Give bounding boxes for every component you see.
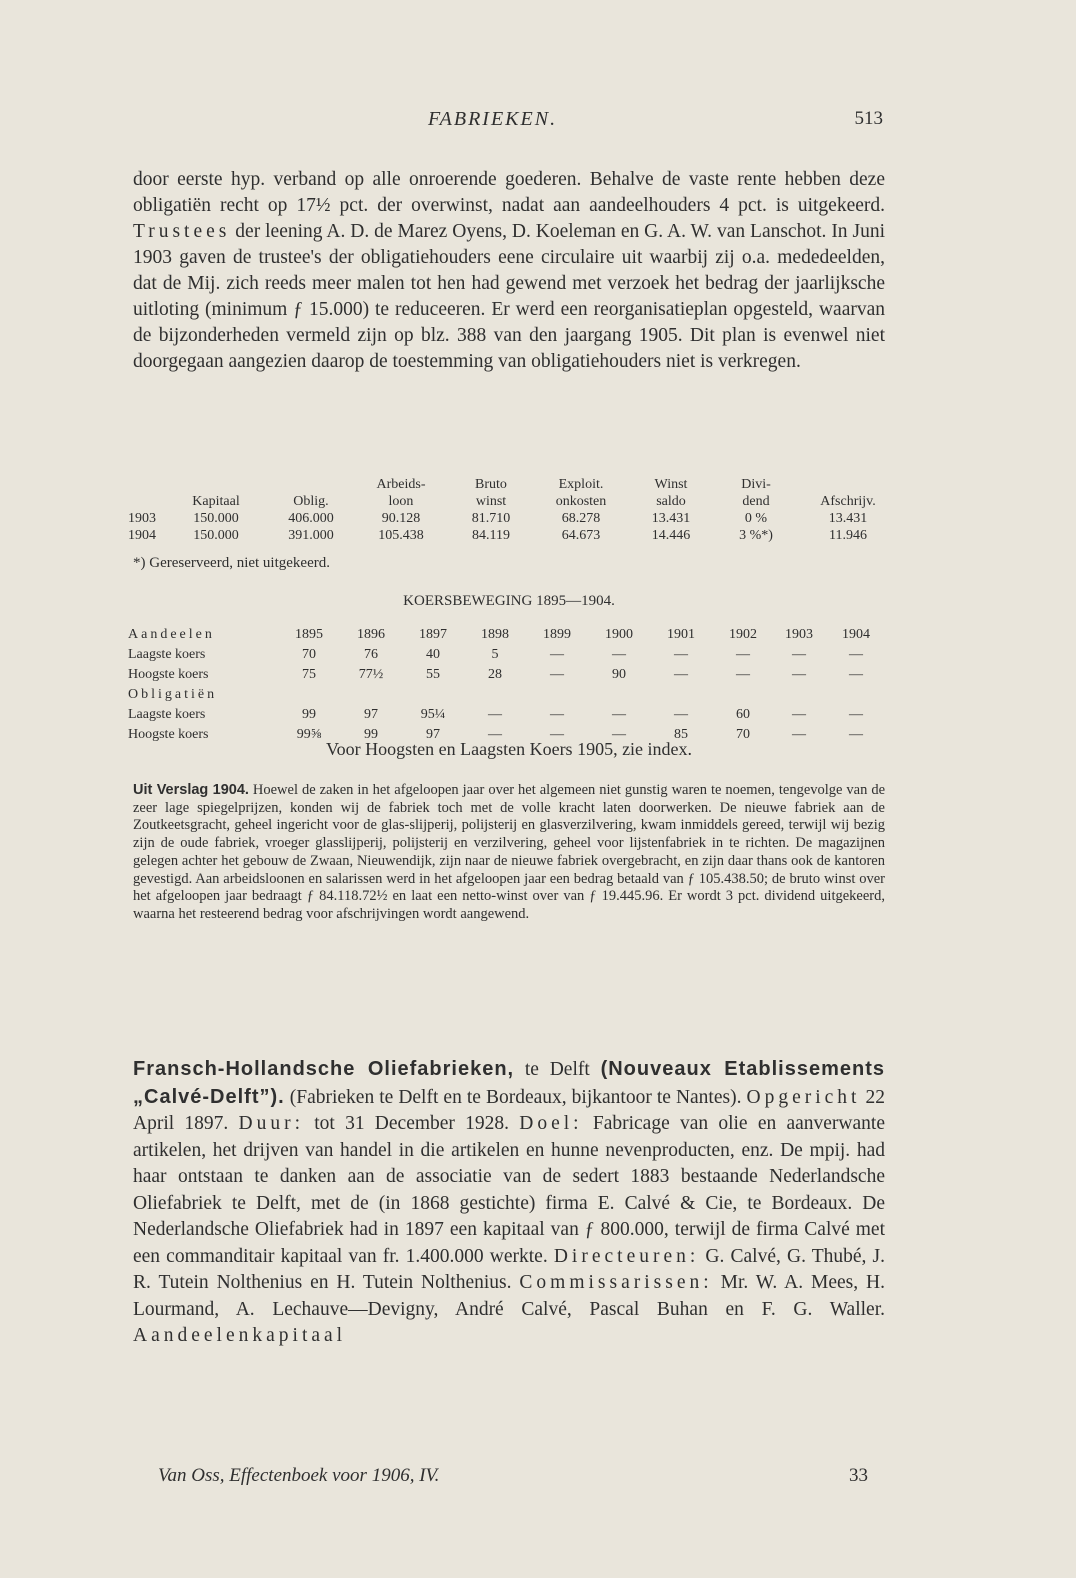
table-cell: 77½ [358, 667, 384, 682]
table-cell: 75 [302, 667, 316, 682]
table-cell: — [674, 667, 688, 682]
table-cell: — [792, 707, 806, 722]
verslag-paragraph [133, 782, 885, 924]
table-footnote: *) Gereserveerd, niet uitgekeerd. [133, 555, 330, 571]
table-cell: — [849, 707, 863, 722]
table-cell: — [792, 647, 806, 662]
opgericht-label: Opgericht [746, 1086, 861, 1108]
table-cell: 150.000 [193, 527, 239, 543]
table-cell: 85 [674, 727, 688, 742]
year-header: 1900 [605, 627, 633, 642]
row-label: Hoogste koers [128, 667, 209, 682]
year-header: 1904 [842, 627, 870, 642]
table-cell: — [612, 707, 626, 722]
table-cell: 99⅝ [296, 727, 322, 742]
table-cell: 76 [364, 647, 378, 662]
verslag-text: Hoewel de zaken in het afgeloopen jaar over het algemeen niet gunstig waren te noemen, tengevolge van de zeer lage spiegelprijzen, konden wij de fabriek toch met de volle kracht laten doorwerken. De nieuwe fabriek aan de Zoutkeetsgracht, geheel ingericht voor de glas-slijperij, polijsterij en glasverzilvering, kwam inmiddels gereed, terwijl wij bezig zijn de oude fabriek, vroeger glasslijperij, polijsterij en verzilvering, geheel voor lijstenfabriek in te richten. De magazijnen gelegen achter het gebouw de Zwaan, Nieuwendijk, zijn naar de nieuwe fabriek overgebracht, en zijn daar thans ook de kantoren gevestigd. Aan arbeidsloonen en salarissen werd in het afgeloopen jaar een bedrag betaald van ƒ 105.438.50; de bruto winst over het afgeloopen jaar bedraagt ƒ 84.118.72½ en laat een netto-winst over van ƒ 19.445.96. Er wordt 3 pct. dividend uitgekeerd, waarna het resteerend bedrag voor afschrijvingen wordt aangewend. [133, 782, 886, 922]
doel-label: Doel: [519, 1113, 583, 1134]
table-cell: 14.446 [651, 527, 691, 543]
table-row [128, 705, 888, 725]
table-cell: — [849, 727, 863, 742]
year-header: 1902 [729, 627, 757, 642]
header-cell: Arbeids- [376, 476, 426, 492]
header-cell: Winst [654, 476, 688, 492]
table-cell: 105.438 [378, 527, 424, 543]
company-location: te Delft [514, 1059, 601, 1080]
table-cell: — [550, 647, 564, 662]
kapitaal-label: Aandeelenkapitaal [133, 1325, 347, 1346]
table-cell: 0 % [744, 510, 768, 526]
table-cell: 40 [426, 647, 440, 662]
table-cell: 84.119 [472, 527, 510, 543]
year-header: 1896 [357, 627, 385, 642]
row-label: Laagste koers [128, 647, 206, 662]
commissarissen-label: Commissarissen: [519, 1272, 713, 1293]
header-cell: Oblig. [293, 493, 329, 509]
financial-header-row-1 [128, 476, 900, 493]
intro-text-1: door eerste hyp. verband op alle onroerende goederen. Behalve de vaste rente hebben deze obligatiën recht op 17½ pct. der overwinst, nadat aan aandeelhouders 4 pct. is uitgekeerd. [133, 169, 885, 216]
table-cell: 99 [302, 707, 316, 722]
obligatien-header-row [128, 685, 888, 705]
table-cell: 70 [736, 727, 750, 742]
header-cell: loon [388, 493, 414, 509]
table-cell: — [736, 667, 750, 682]
table-cell: 95¼ [420, 707, 446, 722]
page-number: 513 [854, 108, 883, 129]
header-cell: onkosten [555, 493, 607, 509]
row-label: Laagste koers [128, 707, 206, 722]
table-cell: — [849, 667, 863, 682]
table-cell: — [792, 667, 806, 682]
page-header [133, 108, 883, 138]
table-row [128, 510, 900, 527]
table-cell: — [612, 727, 626, 742]
running-title: FABRIEKEN. [428, 108, 558, 130]
year-cell: 1903 [128, 510, 156, 526]
intro-text-2: der leening A. D. de Marez Oyens, D. Koeleman en G. A. W. van Lanschot. In Juni 1903 gaven de trustee's der obligatiehouders eene circulaire uit waarbij zij o.a. mededeelden, dat de Mij. zich reeds meer malen tot hen had gewend met verzoek het bedrag der jaarlijksche uitloting (minimum ƒ 15.000) te reduceeren. Er werd een reorganisatieplan opgesteld, waarvan de bijzonderheden vermeld zijn op blz. 388 van den jaargang 1905. Dit plan is evenwel niet doorgegaan aangezien daarop de toestemming van obligatiehouders niet is verkregen. [133, 221, 885, 372]
table-cell: 60 [736, 707, 750, 722]
year-header: 1901 [667, 627, 695, 642]
row-label: Hoogste koers [128, 727, 209, 742]
table-cell: — [849, 647, 863, 662]
table-cell: 13.431 [651, 510, 691, 526]
trustees-label: Trustees [133, 221, 231, 242]
year-header: 1903 [785, 627, 813, 642]
table-cell: 97 [426, 727, 440, 742]
header-cell: winst [475, 493, 507, 509]
financial-table [128, 476, 900, 544]
footer-text: Van Oss, Effectenboek voor 1906, IV. [158, 1465, 440, 1486]
header-cell: Bruto [475, 476, 507, 492]
header-cell: Divi- [741, 476, 771, 492]
table-cell: — [550, 667, 564, 682]
table-cell: 391.000 [288, 527, 334, 543]
directeuren-label: Directeuren: [553, 1245, 700, 1267]
table-cell: 406.000 [288, 510, 334, 526]
table-cell: 150.000 [193, 510, 239, 526]
koers-table [128, 625, 888, 745]
table-row [128, 645, 888, 665]
company-name: Fransch-Hollandsche Oliefabrieken, [133, 1058, 515, 1080]
table-cell: 55 [426, 667, 440, 682]
table-cell: — [488, 727, 502, 742]
company-text-2: 22 April 1897. [133, 1086, 885, 1134]
intro-paragraph [133, 167, 885, 375]
table-cell: 90.128 [381, 510, 421, 526]
table-cell: 5 [491, 647, 499, 662]
header-cell: Afschrijv. [820, 493, 876, 509]
company-name-2: (Nouveaux Etablissements „Calvé-Delft”). [133, 1058, 886, 1108]
table-cell: — [488, 707, 502, 722]
table-cell: 64.673 [561, 527, 601, 543]
table-cell: — [612, 647, 626, 662]
table-cell: 97 [364, 707, 378, 722]
company-text-6: Mr. W. A. Mees, H. Lourmand, A. Lechauve—Devigny, André Calvé, Pascal Buhan en F. G. Waller. [133, 1272, 885, 1320]
year-header: 1897 [419, 627, 447, 642]
koers-header-row [128, 625, 888, 645]
table-cell: — [550, 727, 564, 742]
page-footer [158, 1465, 868, 1487]
table-row [128, 665, 888, 685]
company-text-3: tot 31 December 1928. [304, 1113, 520, 1134]
table-cell: 70 [302, 647, 316, 662]
table-cell: 11.946 [829, 527, 867, 543]
obligatien-label: Obligatiën [128, 687, 218, 702]
header-cell: Exploit. [558, 476, 604, 492]
year-header: 1895 [295, 627, 323, 642]
footer-number: 33 [849, 1465, 868, 1486]
table-cell: 68.278 [561, 510, 601, 526]
table-cell: — [550, 707, 564, 722]
table-cell: — [792, 727, 806, 742]
company-text-1: (Fabrieken te Delft en te Bordeaux, bijkantoor te Nantes). [284, 1086, 747, 1108]
table-cell: 3 %*) [739, 527, 773, 543]
company-text-5: G. Calvé, G. Thubé, J. R. Tutein Nolthenius en H. Tutein Nolthenius. [133, 1245, 886, 1293]
koers-title: KOERSBEWEGING 1895—1904. [403, 593, 615, 609]
duur-label: Duur: [238, 1113, 305, 1134]
table-cell: — [674, 647, 688, 662]
table-row [128, 527, 900, 544]
year-header: 1898 [481, 627, 509, 642]
table-cell: 81.710 [471, 510, 511, 526]
verslag-label: Uit Verslag 1904. [133, 782, 249, 798]
header-cell: Kapitaal [192, 493, 240, 509]
year-cell: 1904 [128, 527, 156, 543]
koers-note: Voor Hoogsten en Laagsten Koers 1905, zie index. [325, 739, 693, 759]
table-cell: — [736, 647, 750, 662]
company-paragraph [133, 1056, 885, 1350]
table-cell: 13.431 [828, 510, 868, 526]
company-text-4: Fabricage van olie en aanverwante artikelen, het drijven van handel in die artikelen en hunne nevenproducten, enz. De mpij. had haar ontstaan te danken aan de associatie van de sedert 1883 bestaande Nederlandsche Oliefabriek te Delft, met de (in 1868 gestichte) firma E. Calvé & Cie, te Bordeaux. De Nederlandsche Oliefabriek had in 1897 een kapitaal van ƒ 800.000, terwijl de firma Calvé met een commanditair kapitaal van fr. 1.400.000 werkte. [133, 1113, 885, 1267]
header-cell: dend [742, 493, 770, 509]
financial-header-row-2 [128, 493, 900, 510]
aandeelen-label: Aandeelen [128, 627, 215, 642]
table-cell: 28 [488, 667, 502, 682]
table-cell: — [674, 707, 688, 722]
year-header: 1899 [543, 627, 571, 642]
table-cell: 90 [612, 667, 626, 682]
table-cell: 99 [364, 727, 378, 742]
header-cell: saldo [656, 493, 686, 509]
